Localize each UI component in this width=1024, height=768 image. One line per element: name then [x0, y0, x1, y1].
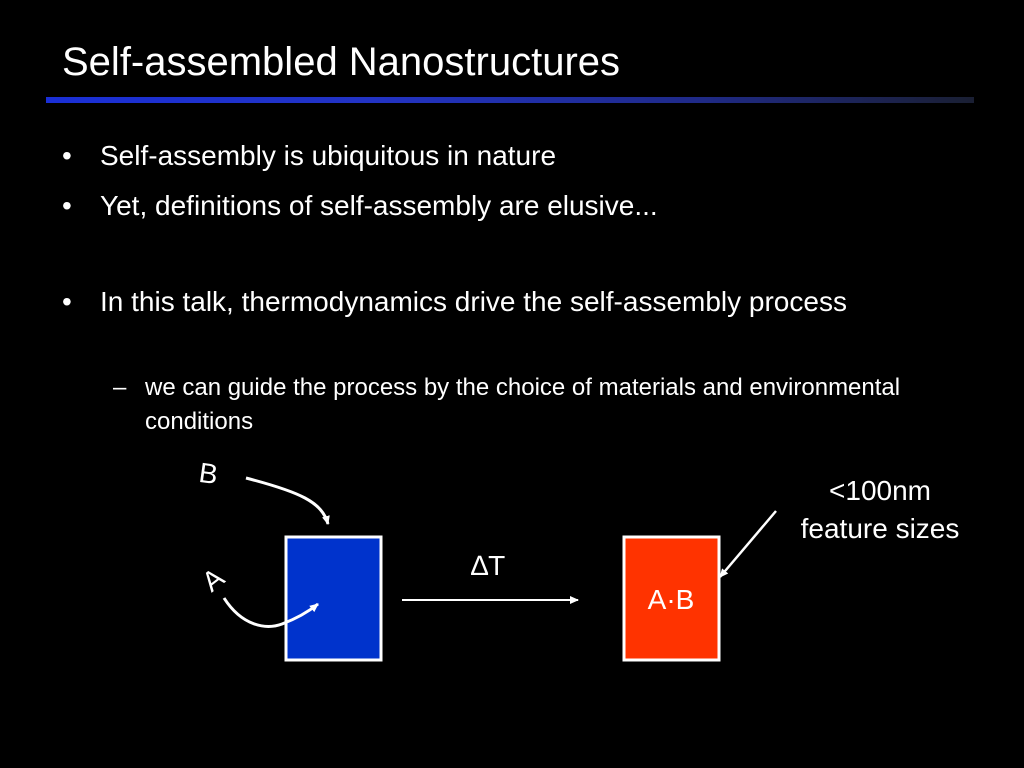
- bullet-text: Yet, definitions of self-assembly are elusive...: [100, 190, 658, 221]
- bullet-marker: •: [62, 140, 72, 171]
- bullet-marker: •: [62, 286, 72, 317]
- bullet-text: Self-assembly is ubiquitous in nature: [100, 140, 557, 171]
- reactant-box: [286, 537, 381, 660]
- sub-bullet-marker: –: [113, 374, 127, 401]
- callout-line-1: <100nm: [829, 475, 931, 506]
- sub-bullet-text: we can guide the process by the choice of materials and environmental conditions: [145, 374, 901, 435]
- reactant-b-label: B: [197, 456, 220, 491]
- b-curved-arrow: [246, 478, 328, 524]
- bullet-marker: •: [62, 190, 72, 221]
- delta-t-label: ∆T: [471, 550, 506, 581]
- feature-size-callout: [780, 472, 980, 548]
- callout-line-2: feature sizes: [800, 513, 960, 544]
- bullet-text: In this talk, thermodynamics drive the self-assembly process: [100, 286, 847, 317]
- slide-title: Self-assembled Nanostructures: [62, 40, 621, 84]
- callout-arrow: [720, 511, 776, 577]
- reactant-a-label: A: [196, 561, 230, 598]
- product-label: A·B: [647, 584, 695, 615]
